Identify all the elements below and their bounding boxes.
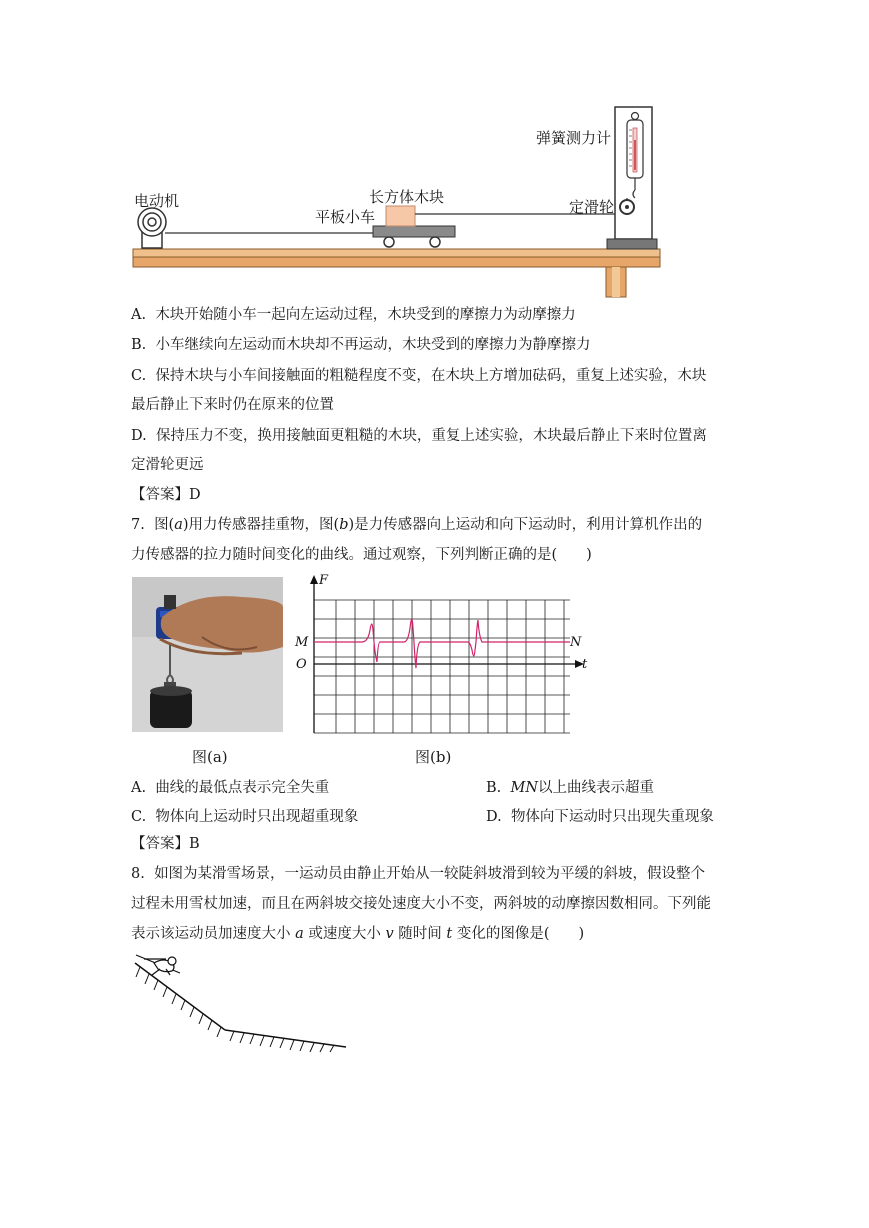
label-pulley: 定滑轮 [569, 198, 615, 216]
force-curve [314, 619, 570, 668]
q8-line2: 过程未用雪杖加速，而且在两斜坡交接处速度大小不变，两斜坡的动摩擦因数相同。下列能 [131, 896, 711, 912]
wood-block [386, 206, 415, 226]
q6-answer: 【答案】D [131, 487, 201, 503]
q8-line3: 表示该运动员加速度大小 a 或速度大小 v 随时间 t 变化的图像是( ) [131, 926, 585, 942]
motor [138, 208, 166, 248]
axis-label-f: F [319, 573, 329, 588]
axis-label-t: t [582, 657, 588, 672]
q6-option-c-cont: 最后静止下来时仍在原来的位置 [131, 397, 334, 413]
label-motor: 电动机 [134, 192, 180, 210]
q6-option-d-cont: 定滑轮更远 [131, 457, 204, 473]
label-m: M [295, 635, 309, 650]
q7-stem-line2: 力传感器的拉力随时间变化的曲线。通过观察，下列判断正确的是( ) [131, 547, 592, 563]
q6-option-d: D. 保持压力不变，换用接触面更粗糙的木块，重复上述实验，木块最后静止下来时位置离 [131, 428, 707, 444]
spring-scale-stand [607, 107, 657, 249]
table-top [133, 249, 660, 257]
gentle-slope [225, 1030, 346, 1047]
q7-option-c: C. 物体向上运动时只出现超重现象 [131, 809, 359, 825]
q7-answer: 【答案】B [131, 836, 200, 852]
cart [373, 226, 455, 247]
q6-option-b: B. 小车继续向左运动而木块却不再运动，木块受到的摩擦力为静摩擦力 [131, 337, 591, 353]
label-n: N [570, 635, 582, 650]
figure-a-caption: 图(a) [192, 748, 228, 766]
label-spring-scale: 弹簧测力计 [536, 129, 612, 147]
figure-b-graph [292, 570, 592, 736]
figure-a-photo [132, 577, 283, 732]
q7-option-b: B. MN以上曲线表示超重 [486, 780, 655, 796]
skier [136, 955, 180, 975]
q7-option-a: A. 曲线的最低点表示完全失重 [131, 780, 330, 796]
table-edge [133, 257, 660, 267]
figure-b-caption: 图(b) [415, 748, 452, 766]
q6-option-c: C. 保持木块与小车间接触面的粗糙程度不变，在木块上方增加砝码，重复上述实验，木块 [131, 368, 707, 384]
ski-slope-figure [130, 953, 350, 1053]
q8-line1: 8. 如图为某滑雪场景，一运动员由静止开始从一较陡斜坡滑到较为平缓的斜坡，假设整个 [131, 866, 706, 882]
q6-option-a: A. 木块开始随小车一起向左运动过程，木块受到的摩擦力为动摩擦力 [131, 307, 576, 323]
label-cart: 平板小车 [315, 208, 376, 226]
label-block: 长方体木块 [369, 188, 445, 206]
label-o: O [296, 657, 307, 672]
q7-stem-line1: 7. 图(a)用力传感器挂重物，图(b)是力传感器向上运动和向下运动时，利用计算机作出的 [131, 517, 703, 533]
q7-option-d: D. 物体向下运动时只出现失重现象 [486, 809, 714, 825]
